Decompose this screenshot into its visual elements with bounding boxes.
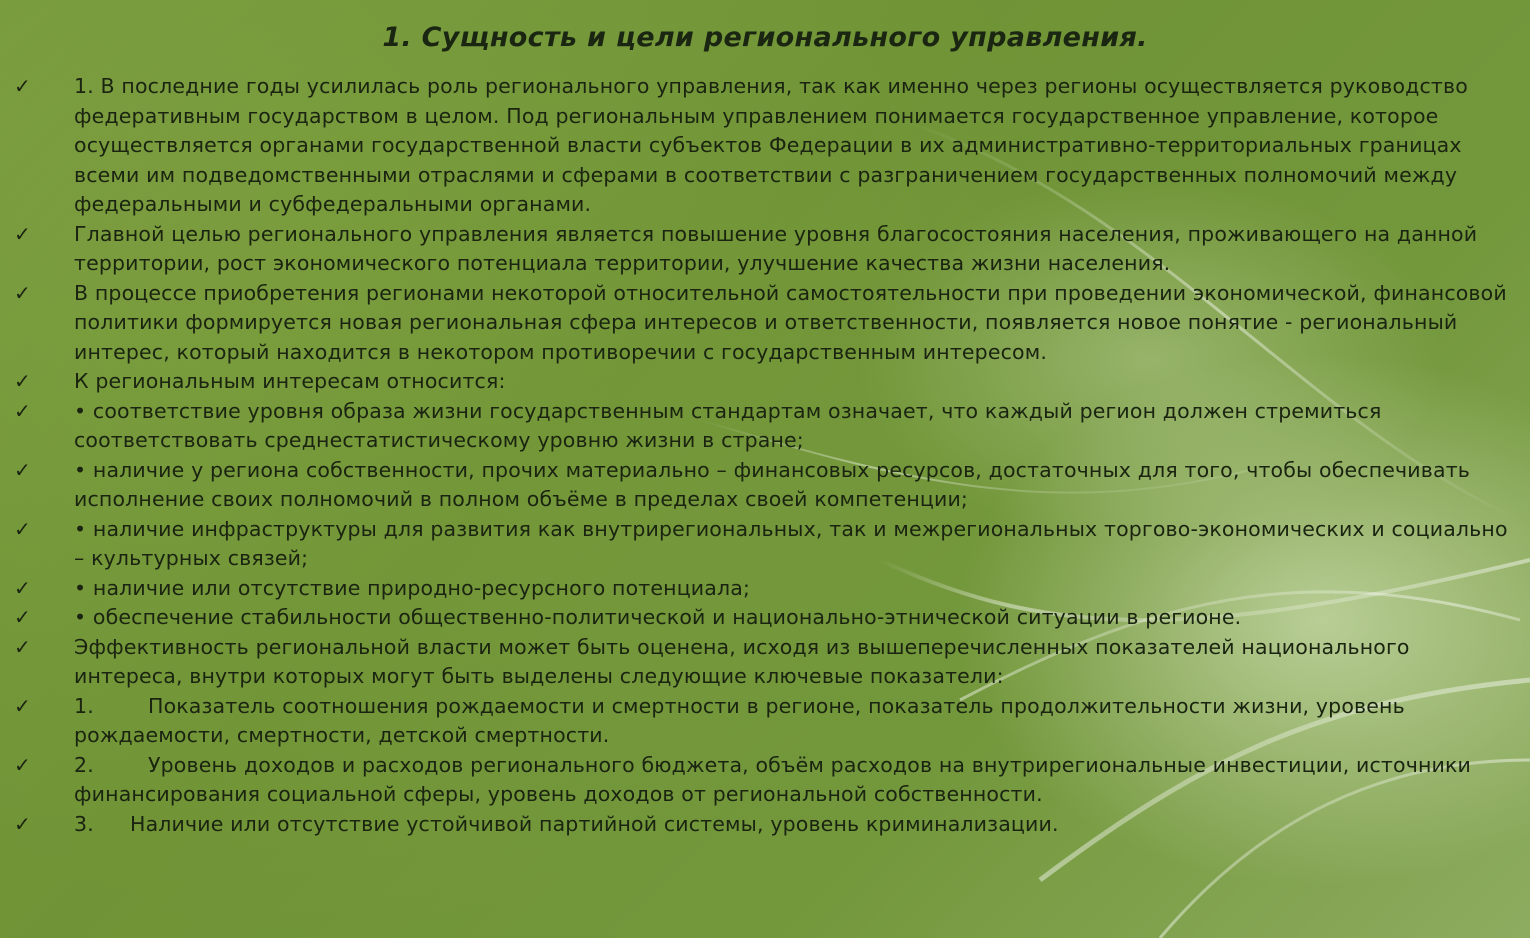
checkmark-icon: ✓ [14,516,31,541]
list-item [0,751,1530,810]
checkmark-icon: ✓ [14,398,31,423]
list-item [0,397,1530,456]
list-item [0,574,1530,604]
list-item [0,515,1530,574]
checkmark-icon: ✓ [14,221,31,246]
list-item [0,72,1530,220]
checkmark-icon: ✓ [14,369,31,393]
list-item [0,220,1530,279]
checkmark-icon: ✓ [14,575,31,600]
list-item [0,633,1530,692]
checkmark-icon: ✓ [14,457,31,482]
list-item-text: • наличие инфраструктуры для развития как внутрирегиональных, так и межрегиональных торгово-экономических и социально – культурных связей; [74,516,1508,570]
list-item-text: Главной целью регионального управления является повышение уровня благосостояния населения, проживающего на данной территории, рост экономического потенциала территории, улучшение качества жизни населения. [74,221,1478,275]
list-item-number: 3. [74,811,94,836]
checkmark-icon: ✓ [14,74,31,98]
list-item-text: • обеспечение стабильности общественно-политической и национально-этнической ситуации в регионе. [74,605,1242,629]
list-item-text: В процессе приобретения регионами некоторой относительной самостоятельности при проведении экономической, финансовой политики формируется новая региональная сфера интересов и ответственности, появляется новое понятие - региональный интерес, который находится в некотором противоречии с государственным интересом. [74,280,1507,364]
checkmark-icon: ✓ [14,280,31,305]
list-item [0,279,1530,368]
list-item [0,603,1530,633]
list-item-text: Эффективность региональной власти может быть оценена, исходя из вышеперечисленных показателей национального интереса, внутри которых могут быть выделены следующие ключевые показатели: [74,634,1410,688]
list-item-text: Наличие или отсутствие устойчивой партийной системы, уровень криминализации. [130,811,1059,836]
list-item-text: Показатель соотношения рождаемости и смертности в регионе, показатель продолжительности жизни, уровень рождаемости, смертности, детской смертности. [74,693,1405,747]
list-item [0,456,1530,515]
slide-title: 1. Сущность и цели регионального управления. [382,22,1148,53]
list-item [0,367,1530,397]
list-item-text: • соответствие уровня образа жизни государственным стандартам означает, что каждый регион должен стремиться соответствовать среднестатистическому уровню жизни в стране; [74,398,1382,452]
list-item-number: 2. [74,752,94,777]
checkmark-icon: ✓ [14,634,31,659]
list-item-text: Уровень доходов и расходов регионального бюджета, объём расходов на внутрирегиональные инвестиции, источники финансирования социальной сферы, уровень доходов от региональной собственности. [74,752,1472,806]
list-item-text: 1. В последние годы усилилась роль регионального управления, так как именно через регионы осуществляется руководство федеративным государством в целом. Под региональным управлением понимается государственное управление, которое осуществляется органами государственной власти субъектов Федерации в их административно-территориальных границах всеми им подведомственными отраслями и сферами в соответствии с разграничением государственных полномочий между федеральными и субфедеральными органами. [74,74,1468,216]
list-item [0,692,1530,751]
list-item [0,810,1530,840]
checkmark-icon: ✓ [14,605,31,629]
list-item-text: • наличие у региона собственности, прочих материально – финансовых ресурсов, достаточных для того, чтобы обеспечивать исполнение своих полномочий в полном объёме в пределах своей компетенции; [74,457,1471,511]
checkmark-icon: ✓ [14,752,31,777]
checkmark-icon: ✓ [14,693,31,718]
checkmark-icon: ✓ [14,811,31,836]
list-item-text: К региональным интересам относится: [74,369,506,393]
list-item-number: 1. [74,693,94,718]
bullet-list [0,72,1530,839]
list-item-text: • наличие или отсутствие природно-ресурсного потенциала; [74,575,751,600]
